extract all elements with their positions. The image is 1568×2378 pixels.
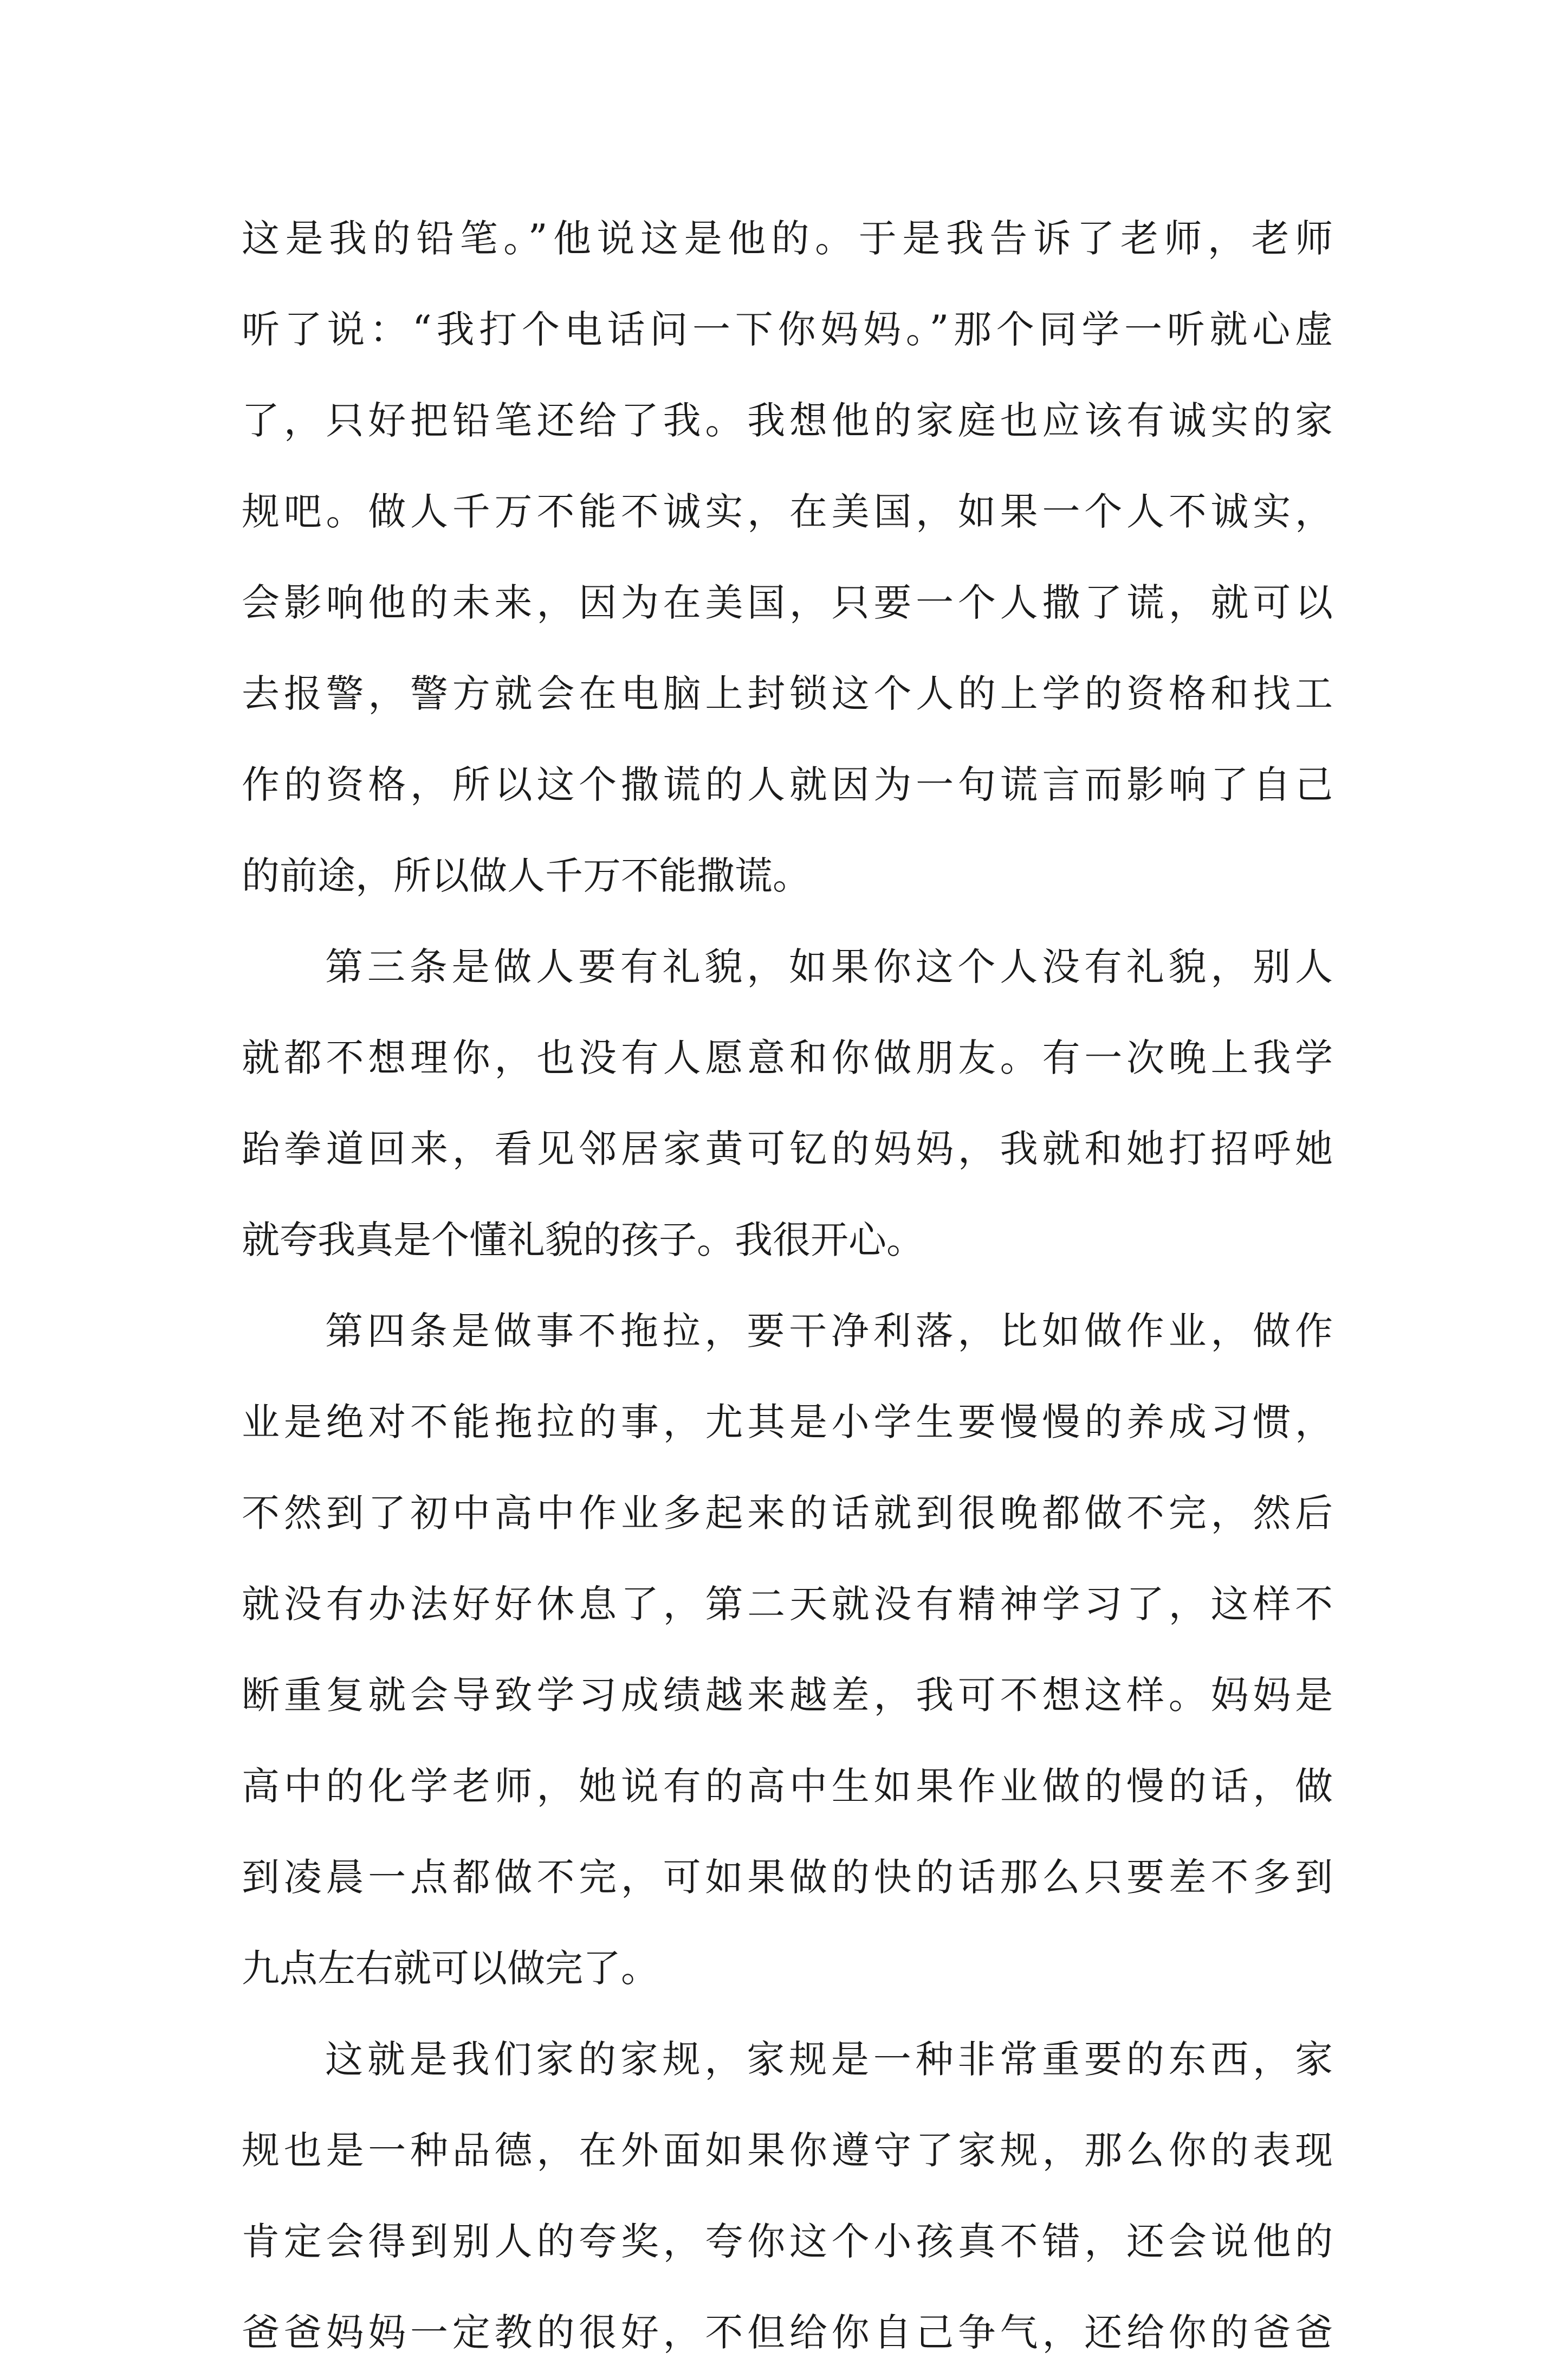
text-line: 就都不想理你，也没有人愿意和你做朋友。有一次晚上我学 [242, 1036, 1333, 1080]
text-line: 听了说：“我打个电话问一下你妈妈。”那个同学一听就心虚 [242, 307, 1333, 352]
paragraph [242, 1285, 1333, 2014]
body-text [242, 193, 1333, 2378]
text-line: 断重复就会导致学习成绩越来越差，我可不想这样。妈妈是 [242, 1673, 1333, 1717]
text-line: 肯定会得到别人的夸奖，夸你这个小孩真不错，还会说他的 [242, 2219, 1333, 2264]
text-line: 会影响他的未来，因为在美国，只要一个人撒了谎，就可以 [242, 580, 1333, 625]
text-line: 去报警，警方就会在电脑上封锁这个人的上学的资格和找工 [242, 671, 1333, 716]
text-line: 这是我的铅笔。”他说这是他的。于是我告诉了老师，老师 [242, 216, 1333, 261]
text-line: 这就是我们家的家规，家规是一种非常重要的东西，家 [325, 2037, 1333, 2082]
text-line: 到凌晨一点都做不完，可如果做的快的话那么只要差不多到 [242, 1855, 1333, 1899]
text-line: 跆拳道回来，看见邻居家黄可钇的妈妈，我就和她打招呼她 [242, 1127, 1333, 1171]
text-line: 不然到了初中高中作业多起来的话就到很晚都做不完，然后 [242, 1491, 1333, 1535]
text-line: 第三条是做人要有礼貌，如果你这个人没有礼貌，别人 [325, 945, 1333, 989]
text-line: 九点左右就可以做完了。 [242, 1946, 659, 1991]
text-line: 规吧。做人千万不能不诚实，在美国，如果一个人不诚实， [242, 489, 1333, 534]
paragraph [242, 193, 1333, 921]
paragraph [242, 921, 1333, 1285]
text-line: 爸爸妈妈一定教的很好，不但给你自己争气，还给你的爸爸 [242, 2310, 1333, 2355]
paragraph [242, 2014, 1333, 2378]
text-line: 业是绝对不能拖拉的事，尤其是小学生要慢慢的养成习惯， [242, 1400, 1333, 1444]
text-line: 就夸我真是个懂礼貌的孩子。我很开心。 [242, 1218, 924, 1262]
text-line: 高中的化学老师，她说有的高中生如果作业做的慢的话，做 [242, 1764, 1333, 1808]
text-line: 的前途，所以做人千万不能撒谎。 [242, 854, 811, 898]
text-line: 就没有办法好好休息了，第二天就没有精神学习了，这样不 [242, 1582, 1333, 1626]
text-line: 作的资格，所以这个撒谎的人就因为一句谎言而影响了自己 [242, 762, 1333, 807]
text-line: 规也是一种品德，在外面如果你遵守了家规，那么你的表现 [242, 2128, 1333, 2173]
text-line: 第四条是做事不拖拉，要干净利落，比如做作业，做作 [325, 1309, 1333, 1353]
text-line: 了，只好把铅笔还给了我。我想他的家庭也应该有诚实的家 [242, 398, 1333, 443]
